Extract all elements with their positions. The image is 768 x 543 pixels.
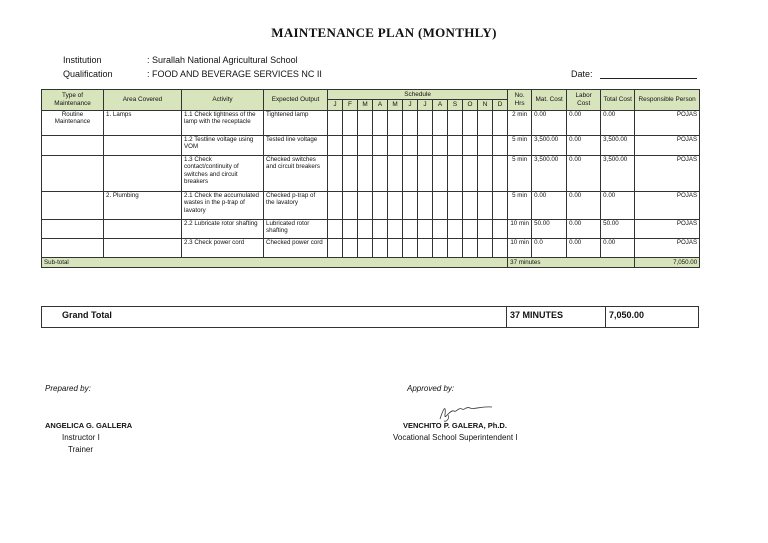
cell-responsible-person: POJAS <box>635 156 700 192</box>
table-row <box>42 111 700 136</box>
cell-area <box>104 156 182 192</box>
page-title: MAINTENANCE PLAN (MONTHLY) <box>271 25 497 40</box>
schedule-cell <box>373 239 388 258</box>
month-header: M <box>388 100 403 111</box>
header-hrs: No. Hrs <box>508 90 532 111</box>
header-expected-output: Expected Output <box>264 90 328 111</box>
month-header: J <box>328 100 343 111</box>
schedule-cell <box>328 111 343 136</box>
schedule-cell <box>448 192 463 220</box>
cell-total-cost: 0.00 <box>601 111 635 136</box>
cell-responsible-person: POJAS <box>635 239 700 258</box>
cell-type <box>42 192 104 220</box>
table-row <box>42 239 700 258</box>
schedule-cell <box>448 156 463 192</box>
schedule-cell <box>418 239 433 258</box>
schedule-cell <box>403 156 418 192</box>
month-header: D <box>493 100 508 111</box>
cell-hrs: 10 min <box>508 239 532 258</box>
cell-area: 1. Lamps <box>104 111 182 136</box>
month-header: O <box>463 100 478 111</box>
header-schedule: Schedule <box>328 90 508 100</box>
grand-total-label: Grand Total <box>62 310 112 320</box>
prepared-by-label: Prepared by: <box>45 384 91 393</box>
cell-area <box>104 239 182 258</box>
schedule-cell <box>403 220 418 239</box>
date-field-line <box>600 78 697 79</box>
schedule-cell <box>388 220 403 239</box>
schedule-cell <box>463 136 478 156</box>
schedule-cell <box>463 220 478 239</box>
schedule-cell <box>358 192 373 220</box>
grand-total-cost: 7,050.00 <box>609 310 645 320</box>
subtotal-row <box>42 258 700 268</box>
schedule-cell <box>403 136 418 156</box>
month-header: A <box>373 100 388 111</box>
cell-type <box>42 156 104 192</box>
cell-labor-cost: 0.00 <box>567 192 601 220</box>
schedule-cell <box>343 220 358 239</box>
schedule-cell <box>478 156 493 192</box>
cell-area <box>104 220 182 239</box>
cell-mat-cost: 3,500.00 <box>532 136 567 156</box>
schedule-cell <box>388 239 403 258</box>
schedule-cell <box>343 156 358 192</box>
cell-responsible-person: POJAS <box>635 192 700 220</box>
prepared-by-name: ANGELICA G. GALLERA <box>45 421 133 430</box>
cell-hrs: 10 min <box>508 220 532 239</box>
cell-labor-cost: 0.00 <box>567 156 601 192</box>
schedule-cell <box>403 111 418 136</box>
cell-hrs: 2 min <box>508 111 532 136</box>
schedule-cell <box>433 156 448 192</box>
schedule-cell <box>403 192 418 220</box>
institution-value: : Surallah National Agricultural School <box>147 55 298 65</box>
schedule-cell <box>403 239 418 258</box>
prepared-by-title-2: Trainer <box>68 445 94 454</box>
cell-expected-output: Checked power cord <box>264 239 328 258</box>
schedule-cell <box>388 111 403 136</box>
maintenance-plan-table <box>41 89 700 268</box>
schedule-cell <box>463 239 478 258</box>
header-activity: Activity <box>182 90 264 111</box>
header-type: Type of Maintenance <box>42 90 104 111</box>
qualification-value: : FOOD AND BEVERAGE SERVICES NC II <box>147 69 322 79</box>
cell-expected-output: Checked switches and circuit breakers <box>264 156 328 192</box>
schedule-cell <box>463 156 478 192</box>
cell-expected-output: Checked p-trap of the lavatory <box>264 192 328 220</box>
cell-labor-cost: 0.00 <box>567 136 601 156</box>
subtotal-total: 7,050.00 <box>635 258 700 268</box>
schedule-cell <box>343 239 358 258</box>
schedule-cell <box>358 111 373 136</box>
schedule-cell <box>433 192 448 220</box>
schedule-cell <box>433 136 448 156</box>
cell-expected-output: Tested line voltage <box>264 136 328 156</box>
schedule-cell <box>328 156 343 192</box>
schedule-cell <box>493 136 508 156</box>
cell-hrs: 5 min <box>508 136 532 156</box>
schedule-cell <box>493 111 508 136</box>
cell-responsible-person: POJAS <box>635 111 700 136</box>
cell-area: 2. Plumbing <box>104 192 182 220</box>
header-labor-cost: Labor Cost <box>567 90 601 111</box>
cell-type <box>42 220 104 239</box>
approved-by-label: Approved by: <box>407 384 455 393</box>
cell-type: Routine Maintenance <box>42 111 104 136</box>
cell-total-cost: 3,500.00 <box>601 156 635 192</box>
month-header: N <box>478 100 493 111</box>
schedule-cell <box>493 156 508 192</box>
cell-type <box>42 136 104 156</box>
header-responsible-person: Responsible Person <box>635 90 700 111</box>
schedule-cell <box>493 220 508 239</box>
schedule-cell <box>373 156 388 192</box>
schedule-cell <box>388 192 403 220</box>
cell-mat-cost: 3,500.00 <box>532 156 567 192</box>
month-header: J <box>403 100 418 111</box>
schedule-cell <box>433 220 448 239</box>
cell-labor-cost: 0.00 <box>567 111 601 136</box>
grand-total-minutes: 37 MINUTES <box>510 310 564 320</box>
schedule-cell <box>478 239 493 258</box>
schedule-cell <box>433 239 448 258</box>
cell-activity: 1.2 Testline voltage using VOM <box>182 136 264 156</box>
schedule-cell <box>493 239 508 258</box>
cell-area <box>104 136 182 156</box>
cell-activity: 2.2 Lubricate rotor shafting <box>182 220 264 239</box>
schedule-cell <box>418 136 433 156</box>
subtotal-label: Sub-total <box>42 258 508 268</box>
schedule-cell <box>418 156 433 192</box>
schedule-cell <box>328 220 343 239</box>
table-row <box>42 156 700 192</box>
schedule-cell <box>448 111 463 136</box>
cell-mat-cost: 0.00 <box>532 192 567 220</box>
month-header: F <box>343 100 358 111</box>
schedule-cell <box>418 192 433 220</box>
grand-divider <box>605 307 606 327</box>
table-row <box>42 220 700 239</box>
month-header: A <box>433 100 448 111</box>
month-header: J <box>418 100 433 111</box>
schedule-cell <box>388 136 403 156</box>
grand-divider <box>506 307 507 327</box>
cell-expected-output: Tightened lamp <box>264 111 328 136</box>
schedule-cell <box>388 156 403 192</box>
table-row <box>42 136 700 156</box>
header-mat-cost: Mat. Cost <box>532 90 567 111</box>
schedule-cell <box>358 156 373 192</box>
schedule-cell <box>328 192 343 220</box>
cell-hrs: 5 min <box>508 192 532 220</box>
schedule-cell <box>328 136 343 156</box>
schedule-cell <box>478 192 493 220</box>
cell-expected-output: Lubricated rotor shafting <box>264 220 328 239</box>
cell-hrs: 5 min <box>508 156 532 192</box>
schedule-cell <box>463 192 478 220</box>
grand-total-row <box>41 306 699 328</box>
schedule-cell <box>433 111 448 136</box>
cell-labor-cost: 0.00 <box>567 220 601 239</box>
approved-by-title: Vocational School Superintendent I <box>393 433 518 442</box>
schedule-cell <box>463 111 478 136</box>
schedule-cell <box>448 220 463 239</box>
cell-total-cost: 3,500.00 <box>601 136 635 156</box>
schedule-cell <box>478 136 493 156</box>
cell-activity: 1.1 Check tightness of the lamp with the receptacle <box>182 111 264 136</box>
cell-activity: 1.3 Check contact/continuity of switches and circuit breakers <box>182 156 264 192</box>
schedule-cell <box>418 220 433 239</box>
date-label: Date: <box>571 69 593 79</box>
schedule-cell <box>358 136 373 156</box>
cell-total-cost: 50.00 <box>601 220 635 239</box>
signature-mark <box>436 401 496 423</box>
schedule-cell <box>493 192 508 220</box>
table-row <box>42 192 700 220</box>
month-header: M <box>358 100 373 111</box>
schedule-cell <box>343 192 358 220</box>
cell-total-cost: 0.00 <box>601 239 635 258</box>
cell-mat-cost: 0.00 <box>532 111 567 136</box>
header-area: Area Covered <box>104 90 182 111</box>
cell-type <box>42 239 104 258</box>
cell-activity: 2.1 Check the accumulated wastes in the p-trap of lavatory <box>182 192 264 220</box>
qualification-label: Qualification <box>63 69 113 79</box>
schedule-cell <box>373 192 388 220</box>
schedule-cell <box>448 239 463 258</box>
schedule-cell <box>328 239 343 258</box>
schedule-cell <box>373 136 388 156</box>
schedule-cell <box>448 136 463 156</box>
schedule-cell <box>358 239 373 258</box>
schedule-cell <box>358 220 373 239</box>
cell-mat-cost: 0.0 <box>532 239 567 258</box>
schedule-cell <box>373 111 388 136</box>
header-total-cost: Total Cost <box>601 90 635 111</box>
schedule-cell <box>343 136 358 156</box>
approved-by-name: VENCHITO P. GALERA, Ph.D. <box>403 421 507 430</box>
institution-label: Institution <box>63 55 102 65</box>
prepared-by-title: Instructor I <box>62 433 100 442</box>
cell-mat-cost: 50.00 <box>532 220 567 239</box>
schedule-cell <box>418 111 433 136</box>
cell-total-cost: 0.00 <box>601 192 635 220</box>
cell-responsible-person: POJAS <box>635 220 700 239</box>
cell-activity: 2.3 Check power cord <box>182 239 264 258</box>
subtotal-minutes: 37 minutes <box>508 258 635 268</box>
cell-responsible-person: POJAS <box>635 136 700 156</box>
schedule-cell <box>478 220 493 239</box>
schedule-cell <box>478 111 493 136</box>
cell-labor-cost: 0.00 <box>567 239 601 258</box>
month-header: S <box>448 100 463 111</box>
schedule-cell <box>373 220 388 239</box>
schedule-cell <box>343 111 358 136</box>
